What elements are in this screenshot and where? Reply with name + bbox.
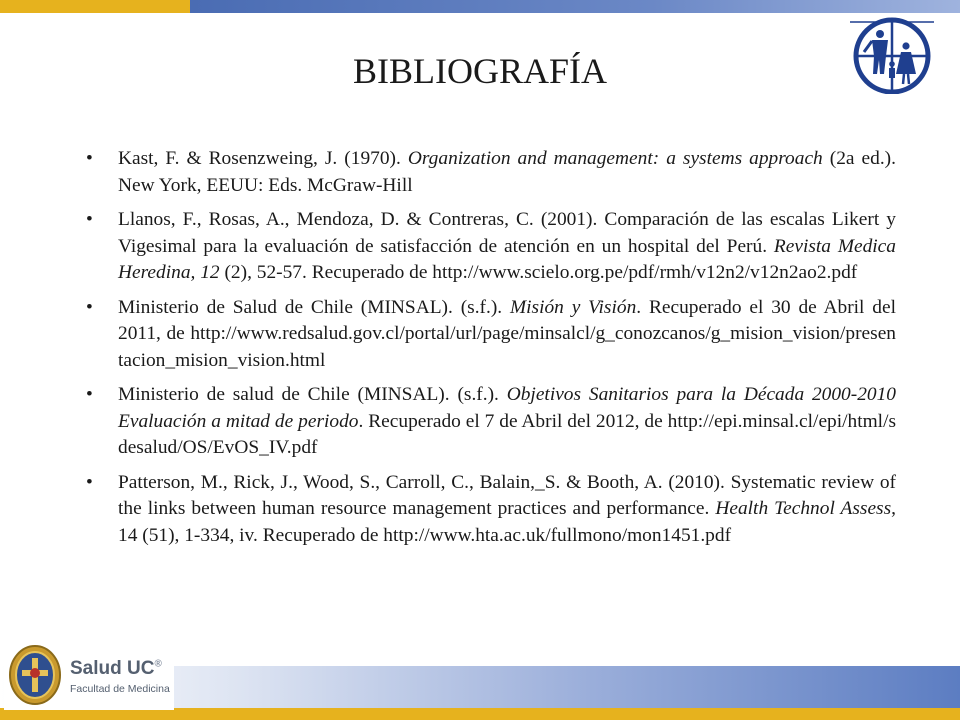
entry-text: . Recuperado el 30 de Abril del 2011, de [118,296,896,344]
bibliography-entry [86,146,896,199]
entry-title: Organization and management: a systems approach [407,148,823,169]
entry-title: Revista Medica Heredina, 12 [118,235,896,283]
entry-text: Ministerio de Salud de Chile (MINSAL). (s.f.). [118,296,510,318]
entry-text: (2a ed.). New York, EEUU: Eds. McGraw-Hill [118,148,896,196]
entry-text: Patterson, M., Rick, J., Wood, S., Carroll, C., Balain,_S. & Booth, A. (2010). Systematic review of the links between human resource management practices and performance. [118,471,896,519]
entry-text: Ministerio de salud de Chile (MINSAL). (s.f.). [118,384,507,405]
entry-text: Kast, F. & Rosenzweing, J. (1970). [118,148,408,169]
brand-name [70,658,162,680]
university-seal-icon [8,644,62,706]
bullet: • [86,148,93,169]
top-gold-bar [0,0,190,13]
bullet: • [86,471,93,493]
bibliography-list [86,146,896,557]
bullet: • [86,384,93,405]
entry-text: , 14 (51), 1-334, iv. Recuperado de [118,498,896,546]
bullet: • [86,296,93,318]
salud-uc-brand [4,640,174,710]
entry-link[interactable]: http://www.redsalud.gov.cl/portal/url/page/minsalcl/g_conozcanos/g_mision_vision/presentacion_mision_vision.html [118,323,896,371]
entry-link[interactable]: http://www.scielo.org.pe/pdf/rmh/v12n2/v12n2ao2.pdf [432,262,858,283]
registered-mark: ® [154,658,162,670]
entry-text: Llanos, F., Rosas, A., Mendoza, D. & Contreras, C. (2001). Comparación de las escalas Likert y Vigesimal para la evaluación de satisfacción de atención en un hospital del Perú. [118,209,896,257]
slide-title: BIBLIOGRAFÍA [352,51,607,91]
entry-link[interactable]: http://www.hta.ac.uk/fullmono/mon1451.pdf [383,524,732,546]
entry-title: Health Technol Assess [715,498,892,519]
bibliography-entry [86,295,896,375]
bibliography-entry [86,207,896,287]
top-blue-bar [190,0,960,13]
brand-name-text: Salud UC [70,658,155,679]
entry-text: . Recuperado el 7 de Abril del 2012, de [358,410,668,432]
entry-link[interactable]: http://epi.minsal.cl/epi/html/sdesalud/OS/EvOS_IV.pdf [118,410,897,458]
bibliography-entry [86,382,896,462]
entry-title: Misión y Visión [510,296,637,318]
entry-title: Objetivos Sanitarios para la Década 2000-2010 Evaluación a mitad de periodo [118,384,896,432]
faculty-label: Facultad de Medicina [70,683,170,695]
bullet: • [86,209,93,230]
bibliography-entry [86,470,896,550]
entry-text: (2), 52-57. Recuperado de [219,262,433,283]
